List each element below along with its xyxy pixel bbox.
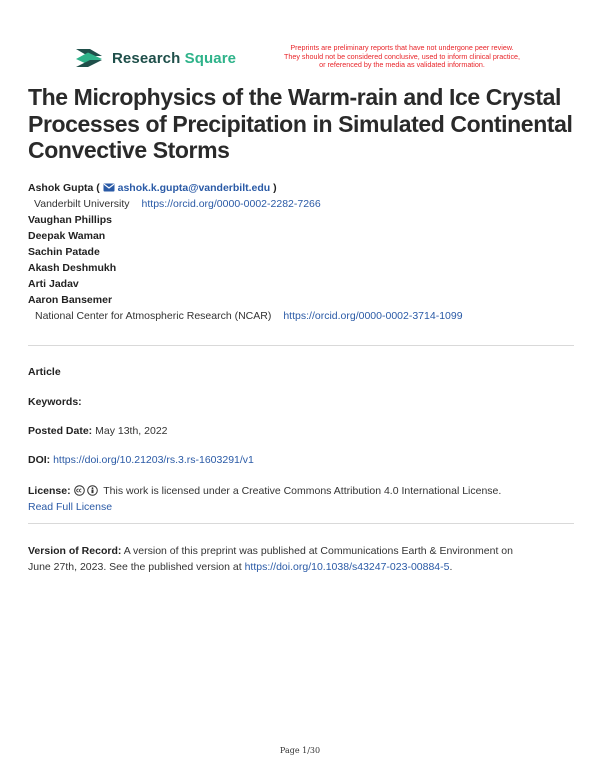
logo-text-main: Research xyxy=(112,49,181,67)
posted-label: Posted Date: xyxy=(28,425,93,437)
paren-open: ( xyxy=(96,182,100,194)
version-of-record xyxy=(28,543,574,575)
research-square-logo-icon xyxy=(74,47,104,69)
author-name: Arti Jadav xyxy=(28,278,79,290)
article-type: Article xyxy=(28,366,61,378)
author-affiliation-row xyxy=(28,196,576,212)
paren-close: ) xyxy=(273,182,277,194)
license xyxy=(28,483,574,515)
vor-label: Version of Record: xyxy=(28,545,122,557)
author-affiliation-row xyxy=(28,308,576,324)
preprint-notice xyxy=(263,44,541,70)
author-name: Ashok Gupta xyxy=(28,182,94,194)
author-list xyxy=(28,180,576,324)
doi-link[interactable]: https://doi.org/10.21203/rs.3.rs-1603291/v1 xyxy=(53,454,254,466)
research-square-logo[interactable] xyxy=(74,47,236,69)
envelope-icon xyxy=(103,183,115,192)
corresponding-author xyxy=(28,180,576,196)
doi xyxy=(28,452,574,468)
title-line: Processes of Precipitation in Simulated Continental xyxy=(28,110,573,137)
title-line: The Microphysics of the Warm-rain and Ice Crystal xyxy=(28,84,561,110)
notice-line: or referenced by the media as validated information. xyxy=(319,60,485,70)
affiliation-text: National Center for Atmospheric Research (NCAR) xyxy=(35,310,272,322)
orcid-link[interactable]: https://orcid.org/0000-0002-2282-7266 xyxy=(141,198,321,210)
paper-title xyxy=(28,84,576,164)
vor-end: . xyxy=(449,561,453,573)
logo-text xyxy=(112,50,236,67)
license-label: License: xyxy=(28,485,71,497)
cc-license-icons xyxy=(74,485,98,496)
doi-label: DOI: xyxy=(28,454,51,466)
notice-line: They should not be considered conclusive, used to inform clinical practice, xyxy=(283,51,521,61)
author-name: Akash Deshmukh xyxy=(28,262,117,274)
license-text: This work is licensed under a Creative Commons Attribution 4.0 International License. xyxy=(103,485,502,497)
author-email-link[interactable]: ashok.k.gupta@vanderbilt.edu xyxy=(117,182,271,194)
author-name: Deepak Waman xyxy=(28,230,106,242)
attribution-icon xyxy=(87,485,98,496)
divider xyxy=(28,523,574,524)
notice-line: Preprints are preliminary reports that have not undergone peer review. xyxy=(290,43,514,52)
read-full-license-link[interactable]: Read Full License xyxy=(28,501,113,513)
vor-text: A version of this preprint was published at Communications Earth & Environment on xyxy=(123,545,513,557)
vor-text: June 27th, 2023. See the published version at xyxy=(28,561,242,573)
author-name: Sachin Patade xyxy=(28,246,100,258)
logo-text-accent: Square xyxy=(184,49,237,67)
vor-link[interactable]: https://doi.org/10.1038/s43247-023-00884-5 xyxy=(244,561,450,573)
page-number: Page 1/30 xyxy=(279,746,321,755)
title-line: Convective Storms xyxy=(28,137,230,163)
posted-date xyxy=(28,423,574,439)
author-name: Vaughan Phillips xyxy=(28,214,113,226)
posted-value: May 13th, 2022 xyxy=(95,425,168,437)
affiliation-text: Vanderbilt University xyxy=(34,198,130,210)
keywords: Keywords: xyxy=(28,396,82,408)
creative-commons-icon xyxy=(74,485,85,496)
author-name: Aaron Bansemer xyxy=(28,294,113,306)
orcid-link[interactable]: https://orcid.org/0000-0002-3714-1099 xyxy=(283,310,463,322)
divider xyxy=(28,345,574,346)
